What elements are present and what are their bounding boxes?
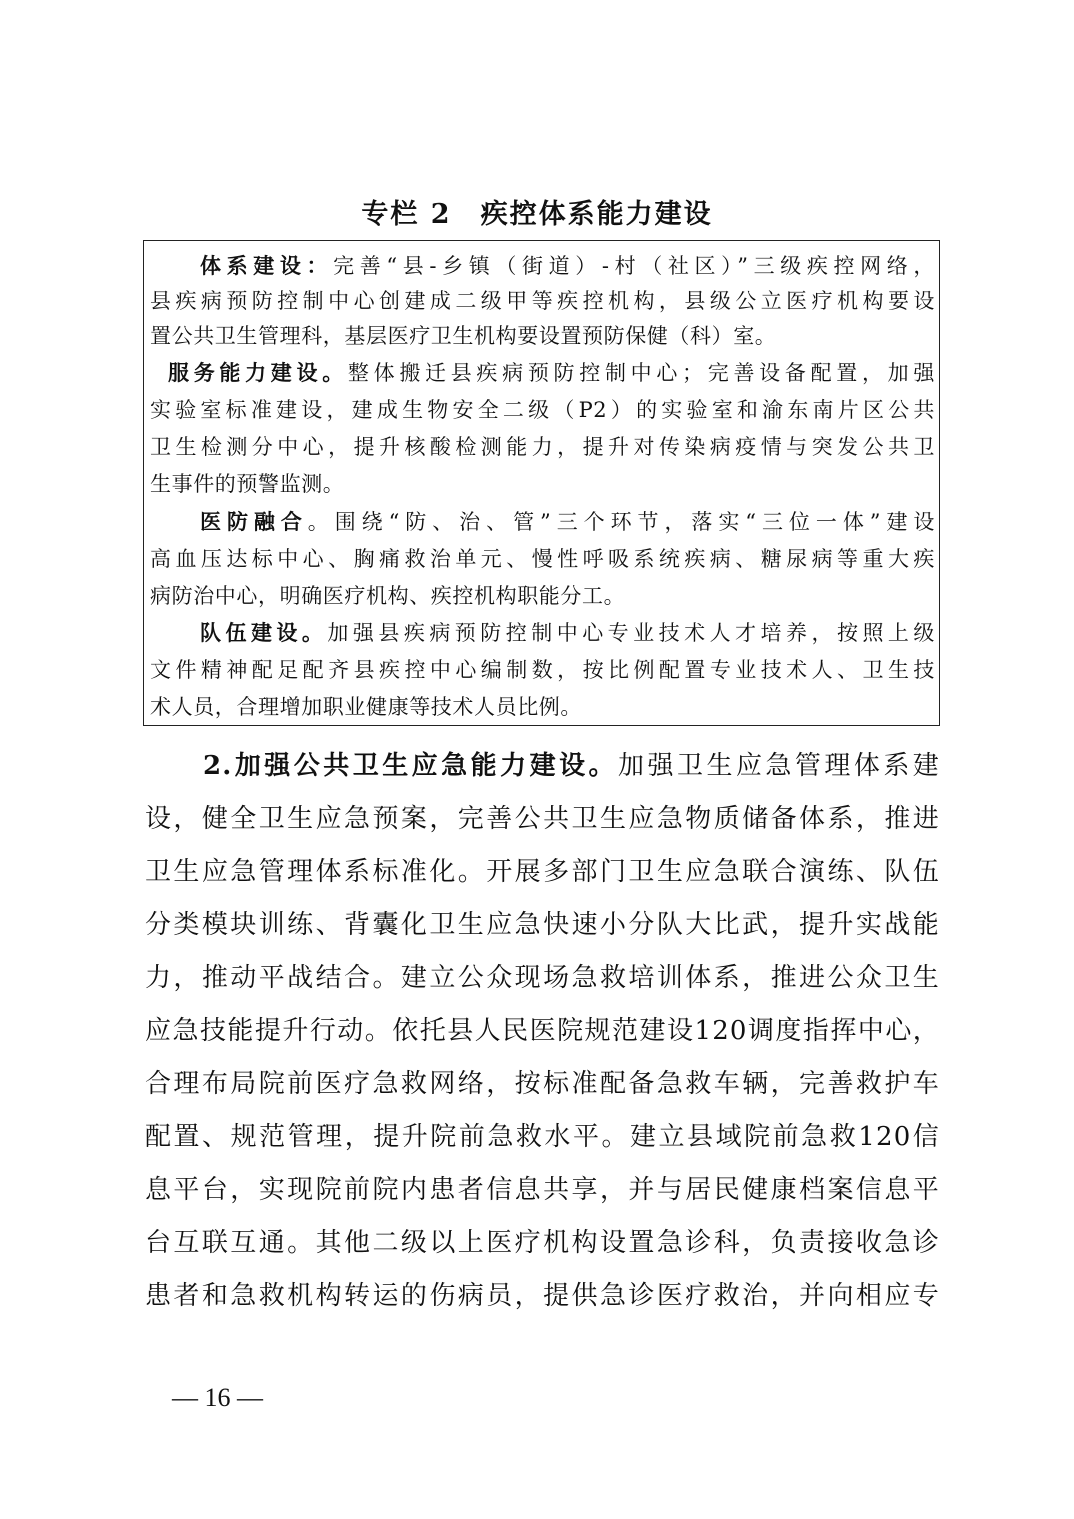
box-paragraph-system-line-3: 置公共卫生管理科，基层医疗卫生机构要设置预防保健（科）室。 (150, 324, 777, 348)
box-paragraph-team-line-2: 文件精神配足配齐县疾控中心编制数，按比例配置专业技术人、卫生技 (150, 658, 935, 682)
box-paragraph-team-line-1: 队伍建设。加强县疾病预防控制中心专业技术人才培养，按照上级 (200, 620, 936, 645)
section-paragraph-line: 分类模块训练、背囊化卫生应急快速小分队大比武，提升实战能 (145, 910, 940, 940)
section-paragraph-line: 设，健全卫生应急预案，完善公共卫生应急物质储备体系，推进 (145, 804, 940, 834)
section-paragraph-line: 台互联互通。其他二级以上医疗机构设置急诊科，负责接收急诊 (145, 1228, 940, 1258)
section-paragraph-line: 卫生应急管理体系标准化。开展多部门卫生应急联合演练、队伍 (145, 857, 940, 887)
box-heading-integration: 医防融合 (200, 509, 308, 534)
box-paragraph-service-line-1: 服务能力建设。整体搬迁县疾病预防控制中心；完善设备配置，加强 (168, 360, 935, 385)
box-paragraph-integration-line-3: 病防治中心，明确医疗机构、疾控机构职能分工。 (150, 584, 626, 608)
box-paragraph-system-line-2: 县疾病预防控制中心创建成二级甲等疾控机构，县级公立医疗机构要设 (150, 289, 935, 313)
column-title: 专栏 2 疾控体系能力建设 (361, 199, 713, 230)
box-heading-system: 体系建设： (200, 253, 334, 278)
box-paragraph-integration-line-2: 高血压达标中心、胸痛救治单元、慢性呼吸系统疾病、糖尿病等重大疾 (150, 547, 935, 571)
section-paragraph-line: 合理布局院前医疗急救网络，按标准配备急救车辆，完善救护车 (145, 1069, 940, 1099)
section-paragraph-line-1: 2.加强公共卫生应急能力建设。加强卫生应急管理体系建 (203, 751, 940, 781)
box-paragraph-service-line-4: 生事件的预警监测。 (150, 472, 345, 496)
section-paragraph-line: 配置、规范管理，提升院前急救水平。建立县域院前急救120信 (145, 1122, 940, 1152)
box-paragraph-service-line-3: 卫生检测分中心，提升核酸检测能力，提升对传染病疫情与突发公共卫 (150, 435, 935, 459)
box-paragraph-integration-line-1: 医防融合。围绕“防、治、管”三个环节，落实“三位一体”建设 (200, 509, 935, 534)
section-paragraph-line: 息平台，实现院前院内患者信息共享，并与居民健康档案信息平 (145, 1175, 940, 1205)
box-paragraph-system-line-1: 体系建设：完善“县-乡镇（街道）-村（社区）”三级疾控网络， (200, 253, 936, 278)
section-paragraph-line: 力，推动平战结合。建立公众现场急救培训体系，推进公众卫生 (145, 963, 940, 993)
box-paragraph-service-line-2: 实验室标准建设，建成生物安全二级（P2）的实验室和渝东南片区公共 (150, 398, 935, 422)
section-heading: 2.加强公共卫生应急能力建设。 (203, 751, 619, 781)
box-heading-team: 队伍建设。 (200, 620, 328, 645)
box-heading-service: 服务能力建设。 (168, 360, 348, 385)
box-paragraph-team-line-3: 术人员，合理增加职业健康等技术人员比例。 (150, 695, 582, 719)
page-number: — 16 — (172, 1383, 263, 1412)
section-paragraph-line: 患者和急救机构转运的伤病员，提供急诊医疗救治，并向相应专 (145, 1281, 940, 1311)
section-paragraph-line: 应急技能提升行动。依托县人民医院规范建设120调度指挥中心， (145, 1016, 940, 1046)
